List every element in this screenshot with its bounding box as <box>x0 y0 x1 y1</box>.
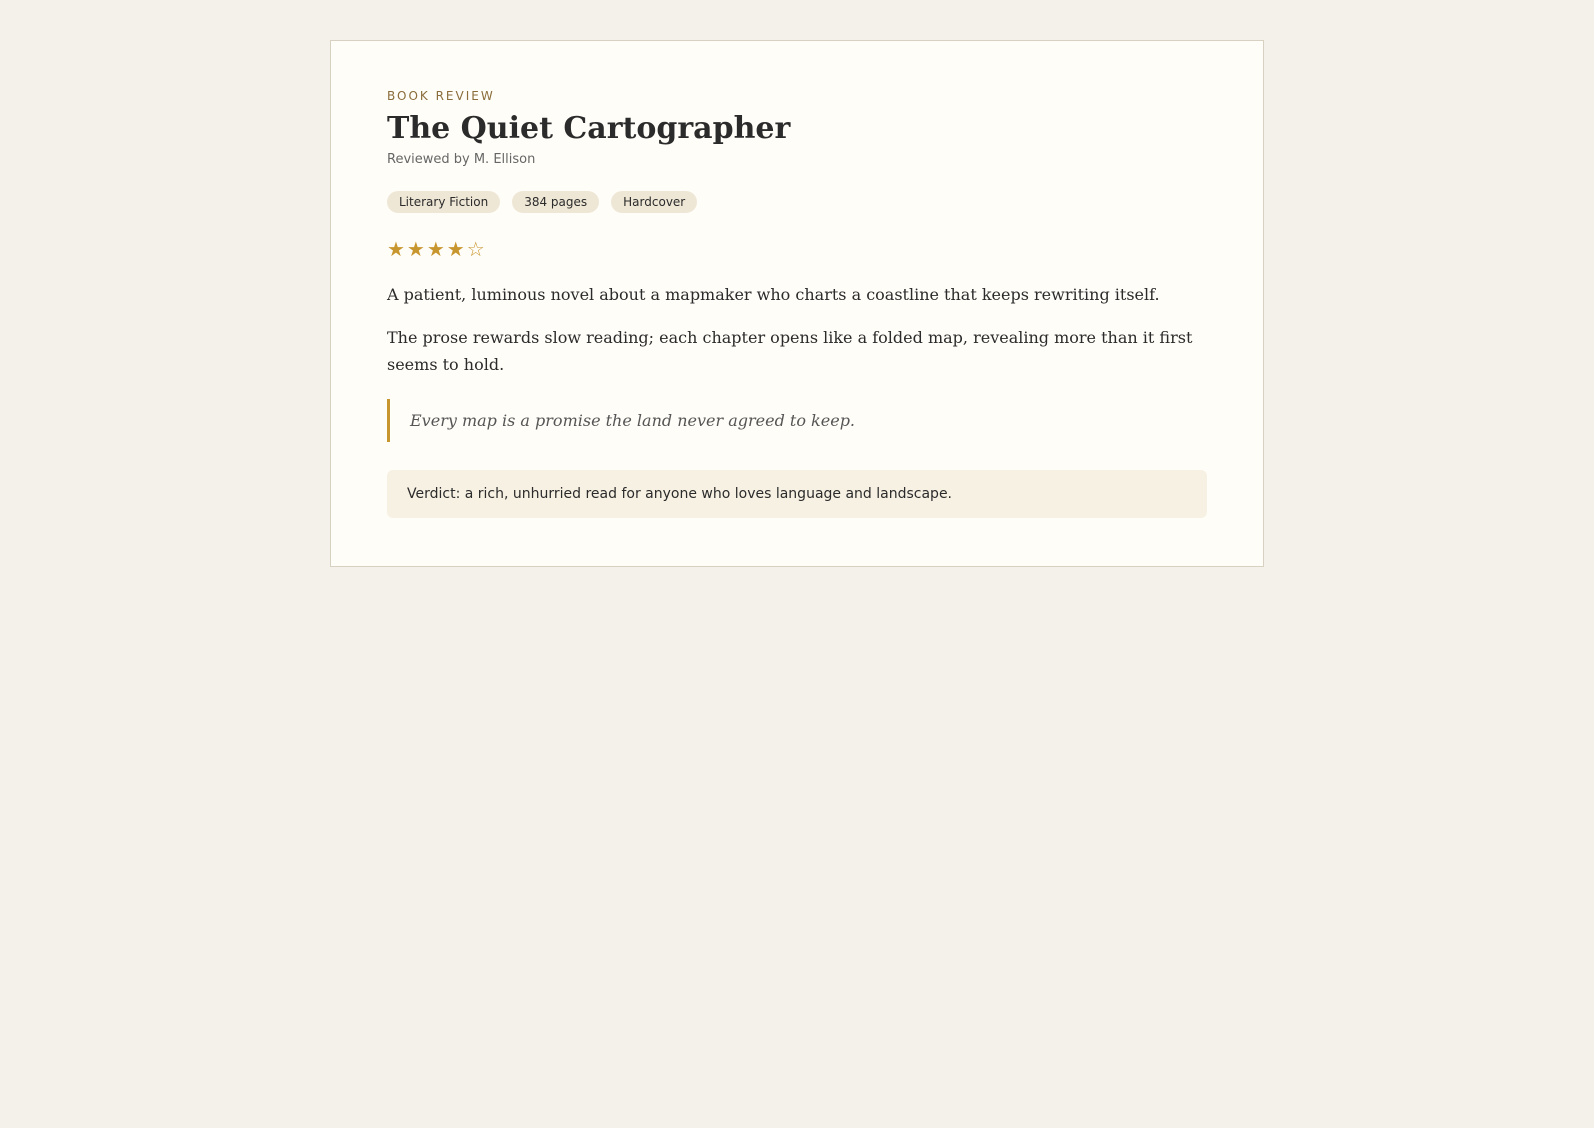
rating-stars: ★★★★☆ <box>387 237 487 261</box>
review-byline: Reviewed by M. Ellison <box>387 152 536 167</box>
review-sheet <box>330 40 1264 567</box>
review-kicker: BOOK REVIEW <box>387 89 495 103</box>
review-verdict: Verdict: a rich, unhurried read for anyone who loves language and landscape. <box>387 470 1207 518</box>
pull-quote: Every map is a promise the land never agreed to keep. <box>387 399 1207 442</box>
review-title: The Quiet Cartographer <box>387 111 791 146</box>
review-meta <box>387 191 1207 213</box>
format-chip: Hardcover <box>611 191 697 213</box>
review-paragraph: A patient, luminous novel about a mapmaker who charts a coastline that keeps rewriting itself. <box>387 285 1160 304</box>
length-chip: 384 pages <box>512 191 599 213</box>
review-paragraph: The prose rewards slow reading; each chapter opens like a folded map, revealing more than it first seems to hold. <box>387 328 1193 375</box>
genre-chip: Literary Fiction <box>387 191 500 213</box>
